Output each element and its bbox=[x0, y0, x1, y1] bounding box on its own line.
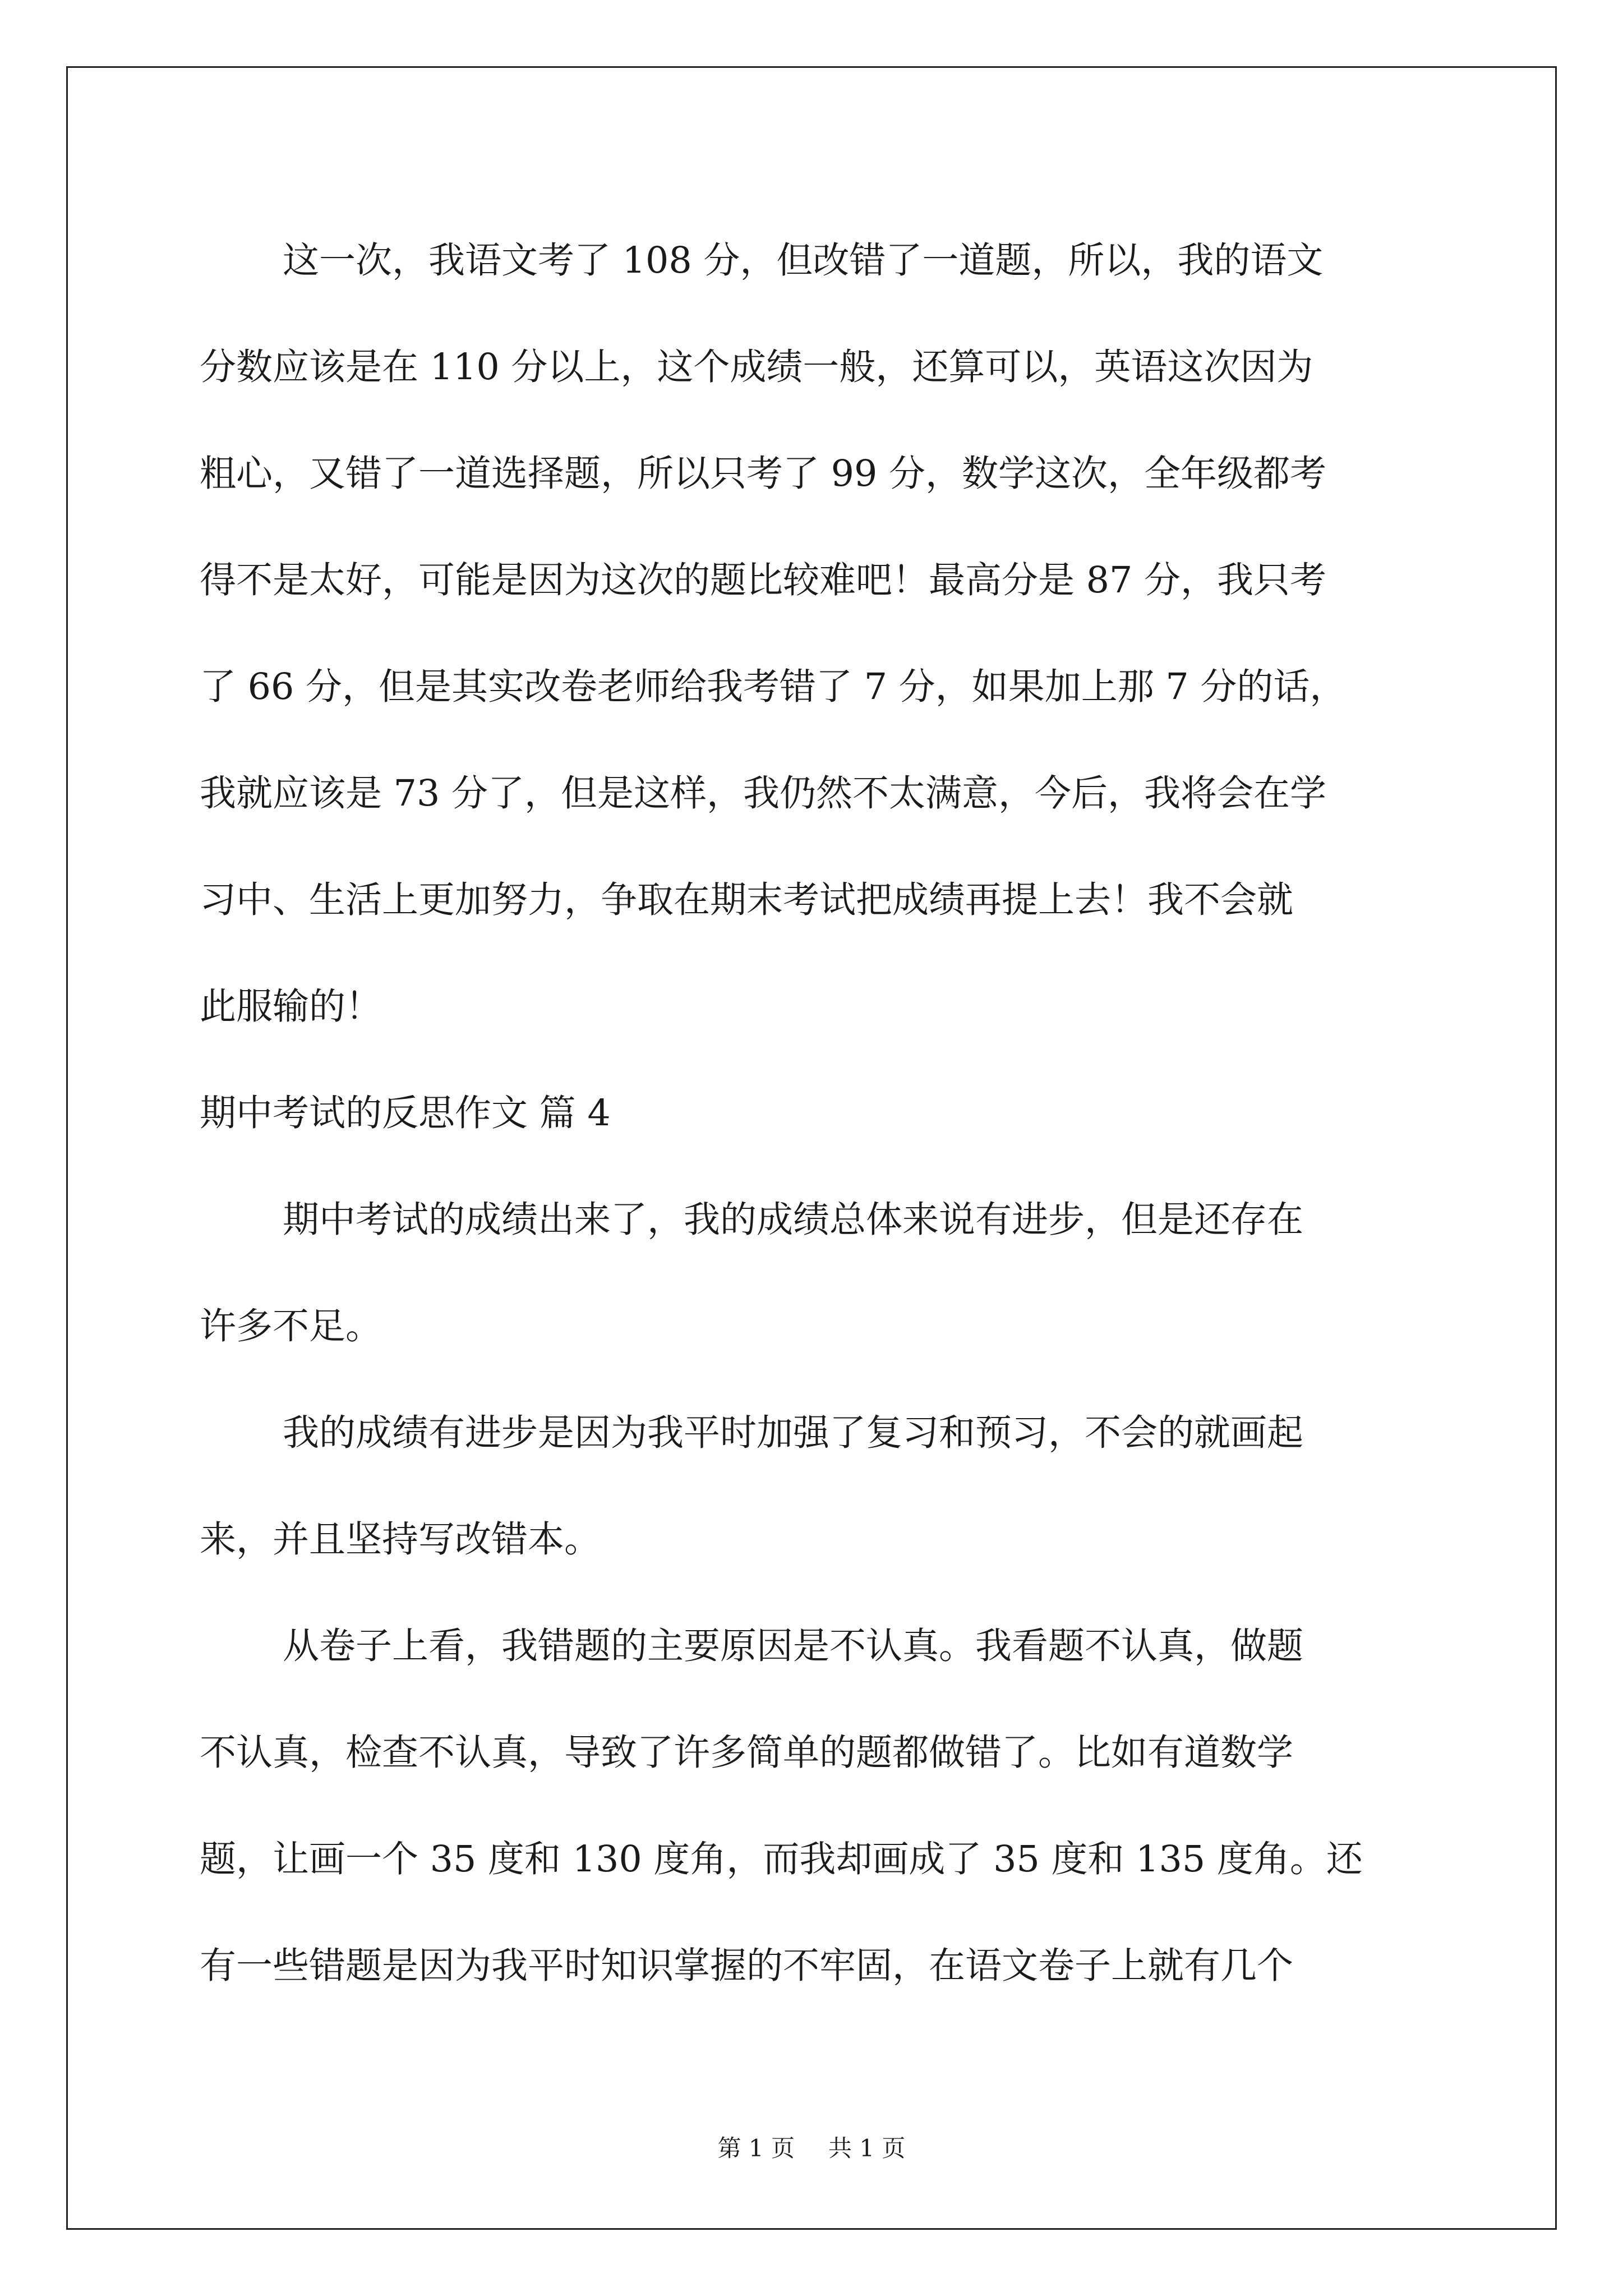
paragraph-line: 粗心，又错了一道选择题，所以只考了 99 分，数学这次，全年级都考 bbox=[200, 453, 1327, 495]
page-footer bbox=[0, 2132, 1623, 2165]
page-number-current: 第 1 页 bbox=[717, 2134, 795, 2162]
paragraph-line: 不认真，检查不认真，导致了许多简单的题都做错了。比如有道数学 bbox=[200, 1732, 1294, 1774]
page-number-total: 共 1 页 bbox=[828, 2134, 906, 2162]
paragraph-line: 题，让画一个 35 度和 130 度角，而我却画成了 35 度和 135 度角。还 bbox=[200, 1838, 1363, 1880]
paragraph-line: 许多不足。 bbox=[200, 1305, 382, 1347]
paragraph-line: 习中、生活上更加努力，争取在期末考试把成绩再提上去！我不会就 bbox=[200, 879, 1294, 921]
paragraph-line: 此服输的！ bbox=[200, 986, 382, 1028]
paragraph-line: 有一些错题是因为我平时知识掌握的不牢固，在语文卷子上就有几个 bbox=[200, 1945, 1294, 1987]
paragraph-line: 我就应该是 73 分了，但是这样，我仍然不太满意，今后，我将会在学 bbox=[200, 772, 1327, 815]
paragraph-line: 从卷子上看，我错题的主要原因是不认真。我看题不认真，做题 bbox=[283, 1625, 1304, 1667]
paragraph-line: 分数应该是在 110 分以上，这个成绩一般，还算可以，英语这次因为 bbox=[200, 346, 1313, 388]
paragraph-line: 期中考试的成绩出来了，我的成绩总体来说有进步，但是还存在 bbox=[283, 1199, 1304, 1241]
paragraph-line: 来，并且坚持写改错本。 bbox=[200, 1519, 601, 1561]
paragraph-line: 得不是太好，可能是因为这次的题比较难吧！最高分是 87 分，我只考 bbox=[200, 559, 1327, 601]
paragraph-line: 这一次，我语文考了 108 分，但改错了一道题，所以，我的语文 bbox=[283, 240, 1324, 282]
paragraph-line: 我的成绩有进步是因为我平时加强了复习和预习，不会的就画起 bbox=[283, 1412, 1304, 1454]
section-heading: 期中考试的反思作文 篇 4 bbox=[200, 1092, 611, 1134]
paragraph-line: 了 66 分，但是其实改卷老师给我考错了 7 分，如果加上那 7 分的话， bbox=[200, 666, 1347, 708]
document-body bbox=[200, 208, 1439, 2019]
